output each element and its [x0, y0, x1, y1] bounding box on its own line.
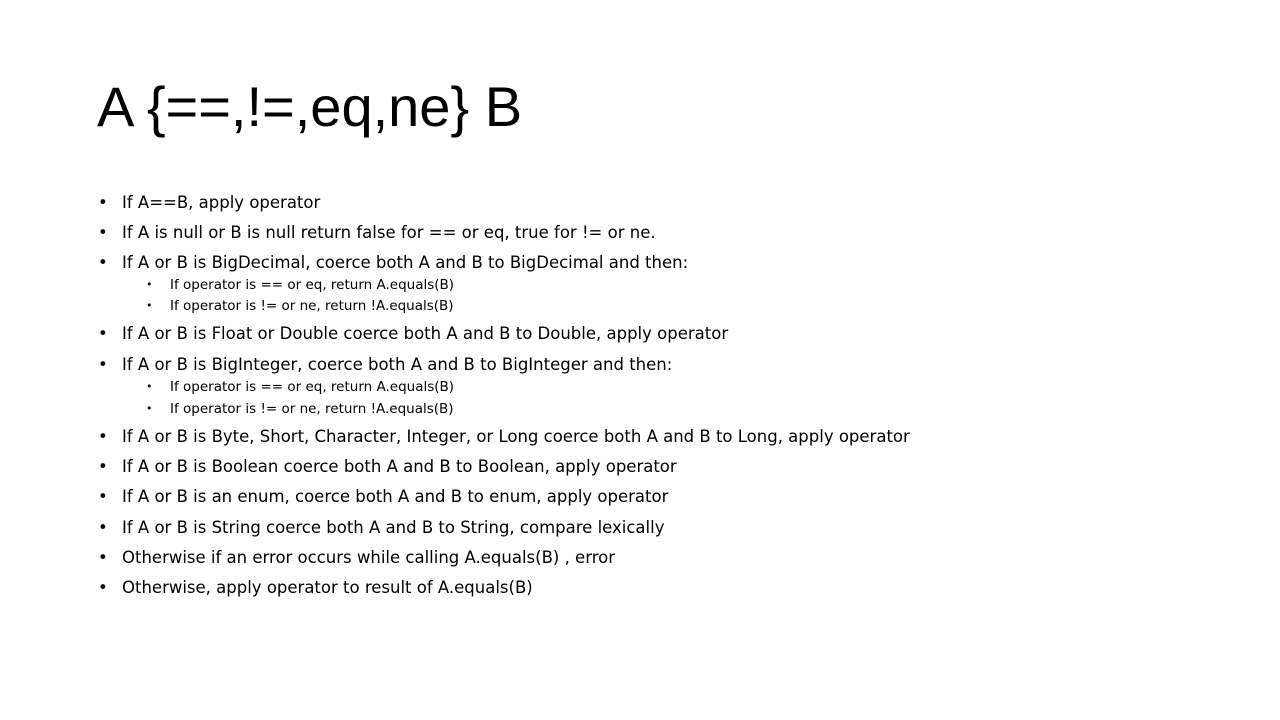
list-item-text: If operator is != or ne, return !A.equals(B)	[170, 298, 454, 314]
list-item-text: If operator is != or ne, return !A.equals(B)	[170, 401, 454, 417]
list-item	[98, 486, 669, 508]
list-item-text: Otherwise if an error occurs while calling A.equals(B) , error	[122, 548, 616, 567]
list-item	[98, 354, 673, 376]
list-item-text: If A or B is BigInteger, coerce both A and B to BigInteger and then:	[122, 355, 673, 374]
list-item	[98, 547, 616, 569]
bullet-icon: •	[146, 278, 153, 291]
bullet-icon: •	[98, 578, 108, 597]
list-item-text: If A or B is BigDecimal, coerce both A and B to BigDecimal and then:	[122, 253, 689, 272]
sub-list-item	[146, 297, 454, 315]
bullet-icon: •	[98, 253, 108, 272]
list-item	[98, 517, 665, 539]
list-item-text: If A is null or B is null return false for == or eq, true for != or ne.	[122, 223, 656, 242]
list-item-text: If A or B is Byte, Short, Character, Integer, or Long coerce both A and B to Long, apply operator	[122, 427, 910, 446]
list-item-text: If A==B, apply operator	[122, 193, 321, 212]
bullet-icon: •	[146, 380, 153, 393]
list-item-text: Otherwise, apply operator to result of A.equals(B)	[122, 578, 533, 597]
list-item	[98, 456, 677, 478]
list-item-text: If A or B is Float or Double coerce both A and B to Double, apply operator	[122, 324, 729, 343]
bullet-icon: •	[146, 299, 153, 312]
sub-list-item	[146, 276, 455, 294]
list-item-text: If A or B is Boolean coerce both A and B to Boolean, apply operator	[122, 457, 677, 476]
sub-list-item	[146, 400, 454, 418]
list-item-text: If A or B is String coerce both A and B to String, compare lexically	[122, 518, 665, 537]
sub-list-item	[146, 378, 455, 396]
bullet-icon: •	[98, 487, 108, 506]
list-item	[98, 323, 729, 345]
bullet-icon: •	[98, 324, 108, 343]
list-item-text: If operator is == or eq, return A.equals(B)	[170, 379, 455, 395]
bullet-icon: •	[146, 402, 153, 415]
bullet-icon: •	[98, 518, 108, 537]
bullet-icon: •	[98, 457, 108, 476]
list-item-text: If A or B is an enum, coerce both A and B to enum, apply operator	[122, 487, 669, 506]
list-item	[98, 252, 689, 274]
bullet-icon: •	[98, 193, 108, 212]
list-item	[98, 426, 910, 448]
list-item	[98, 222, 656, 244]
bullet-icon: •	[98, 355, 108, 374]
bullet-icon: •	[98, 223, 108, 242]
bullet-icon: •	[98, 427, 108, 446]
list-item-text: If operator is == or eq, return A.equals(B)	[170, 277, 455, 293]
bullet-icon: •	[98, 548, 108, 567]
list-item	[98, 192, 321, 214]
slide-title: A {==,!=,eq,ne} B	[97, 75, 523, 138]
list-item	[98, 577, 533, 599]
